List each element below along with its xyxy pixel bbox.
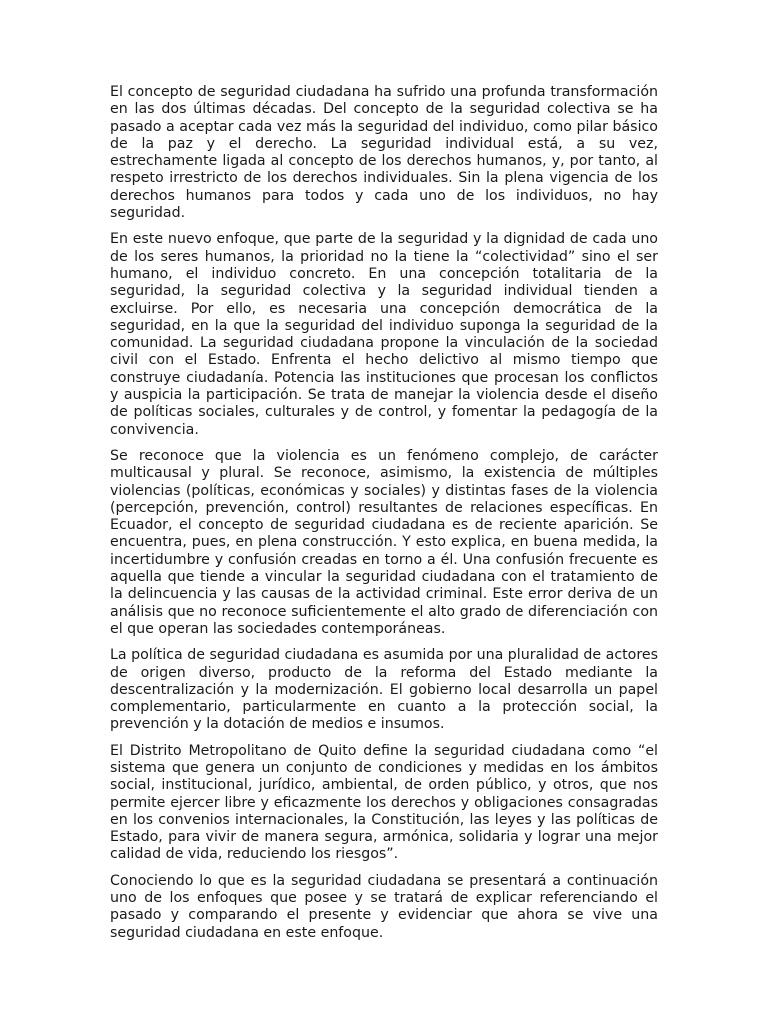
paragraph: La política de seguridad ciudadana es asumida por una pluralidad de actores de origen diverso, producto de la reforma del Estado mediante la descentralización y la modernización. El gobierno local desarrolla un papel complementario, particularmente en cuanto a la protección social, la prevención y la dotación de medios e insumos. — [110, 647, 658, 733]
paragraph: El Distrito Metropolitano de Quito define la seguridad ciudadana como “el sistema que genera un conjunto de condiciones y medidas en los ámbitos social, institucional, jurídico, ambiental, de orden público, y otros, que nos permite ejercer libre y eficazmente los derechos y obligaciones consagradas en los convenios internacionales, la Constitución, las leyes y las políticas de Estado, para vivir de manera segura, armónica, solidaria y lograr una mejor calidad de vida, reduciendo los riesgos”. — [110, 742, 658, 863]
document-body — [110, 84, 658, 951]
paragraph: Conociendo lo que es la seguridad ciudadana se presentará a continuación uno de los enfoques que posee y se tratará de explicar referenciando el pasado y comparando el presente y evidenciar que ahora se vive una seguridad ciudadana en este enfoque. — [110, 872, 658, 941]
paragraph: En este nuevo enfoque, que parte de la seguridad y la dignidad de cada uno de los seres humanos, la prioridad no la tiene la “colectividad” sino el ser humano, el individuo concreto. En una concepción totalitaria de la seguridad, la seguridad colectiva y la seguridad individual tienden a excluirse. Por ello, es necesaria una concepción democrática de la seguridad, en la que la seguridad del individuo suponga la seguridad de la comunidad. La seguridad ciudadana propone la vinculación de la sociedad civil con el Estado. Enfrenta el hecho delictivo al mismo tiempo que construye ciudadanía. Potencia las instituciones que procesan los conflictos y auspicia la participación. Se trata de manejar la violencia desde el diseño de políticas sociales, culturales y de control, y fomentar la pedagogía de la convivencia. — [110, 231, 658, 438]
paragraph: Se reconoce que la violencia es un fenómeno complejo, de carácter multicausal y plural. Se reconoce, asimismo, la existencia de múltiples violencias (políticas, económicas y sociales) y distintas fases de la violencia (percepción, prevención, control) resultantes de relaciones específicas. En Ecuador, el concepto de seguridad ciudadana es de reciente aparición. Se encuentra, pues, en plena construcción. Y esto explica, en buena medida, la incertidumbre y confusión creadas en torno a él. Una confusión frecuente es aquella que tiende a vincular la seguridad ciudadana con el tratamiento de la delincuencia y las causas de la actividad criminal. Este error deriva de un análisis que no reconoce suficientemente el alto grado de diferenciación con el que operan las sociedades contemporáneas. — [110, 447, 658, 637]
paragraph: El concepto de seguridad ciudadana ha sufrido una profunda transformación en las dos últimas décadas. Del concepto de la seguridad colectiva se ha pasado a aceptar cada vez más la seguridad del individuo, como pilar básico de la paz y el derecho. La seguridad individual está, a su vez, estrechamente ligada al concepto de los derechos humanos, y, por tanto, al respeto irrestricto de los derechos individuales. Sin la plena vigencia de los derechos humanos para todos y cada uno de los individuos, no hay seguridad. — [110, 84, 658, 222]
